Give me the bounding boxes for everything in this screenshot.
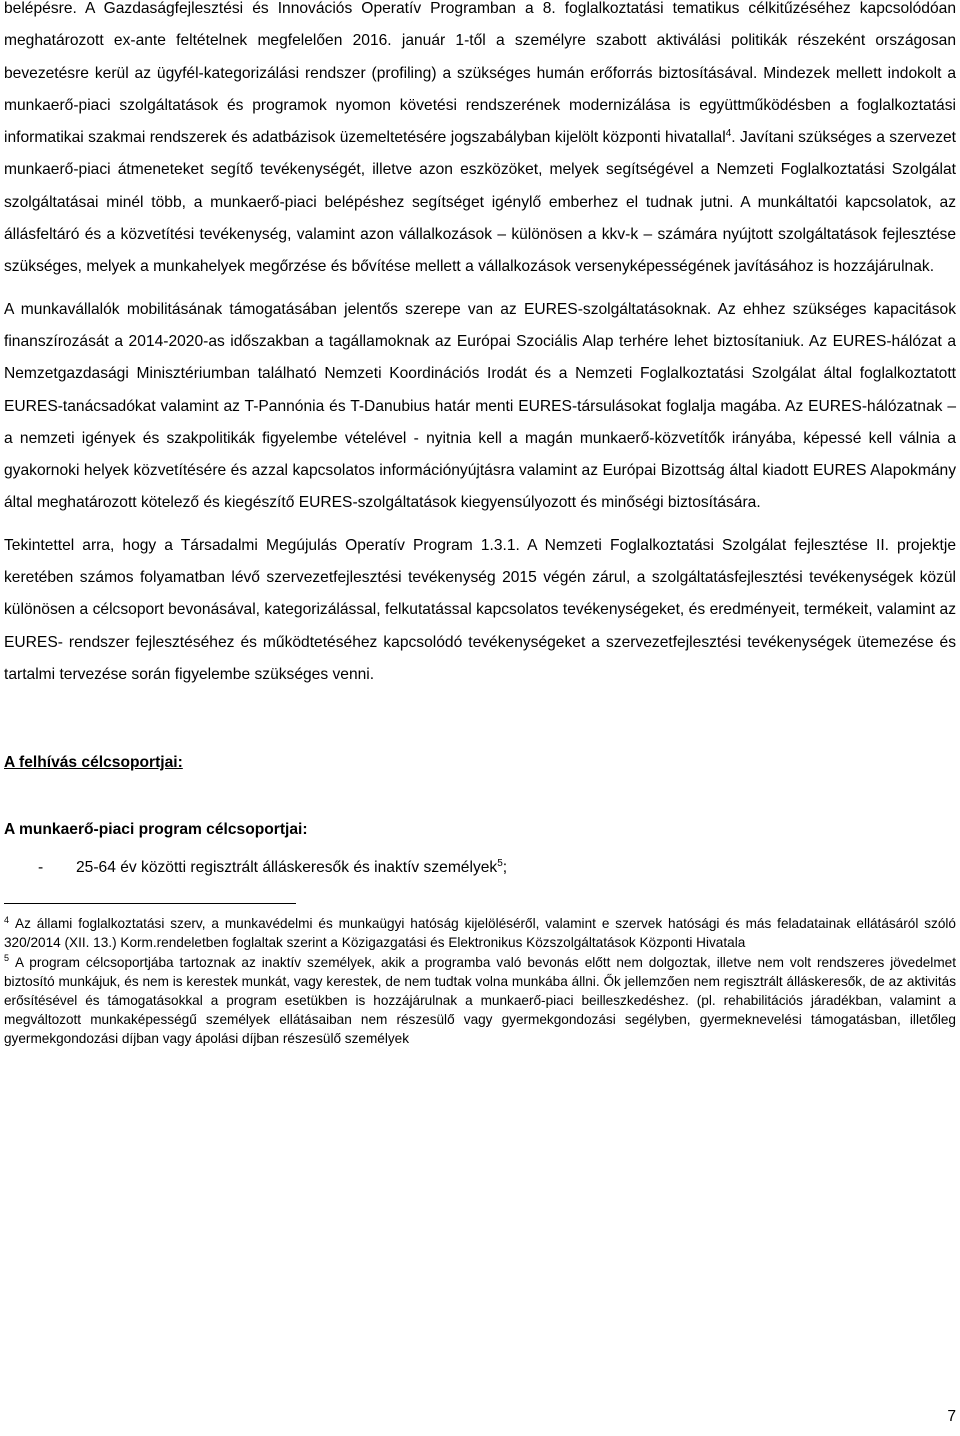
list-item-label: 25-64 év közötti regisztrált álláskeresők és inaktív személyek [76, 859, 498, 877]
footnote-number: 4 [4, 914, 10, 925]
paragraph-1-text-part-2: . Javítani szükséges a szervezet munkaerő-piaci átmeneteket segítő tevékenységét, illetve azon eszközöket, melyek segítségével a Nemzeti Foglalkoztatási Szolgálat szolgáltatásai minél több, a munkaerő-piaci belépéshez segítséget igénylő emberhez el tudnak jutni. A munkáltatói kapcsolatok, az állásfeltáró és a közvetítési tevékenység, valamint azon vállalkozások – különösen a kkv-k – számára nyújtott szolgáltatások fejlesztése szükséges, melyek a munkahelyek megőrzése és bővítése mellett a vállalkozások versenyképességének javításához is hozzájárulnak. [4, 129, 956, 276]
list-item-suffix: ; [502, 859, 508, 877]
list-dash: - [38, 859, 44, 877]
list-item-text [76, 852, 507, 884]
footnote-number: 5 [4, 953, 10, 964]
body-paragraph-3: Tekintettel arra, hogy a Társadalmi Megújulás Operatív Program 1.3.1. A Nemzeti Foglalkoztatási Szolgálat fejlesztése II. projektje keretében számos folyamatban lévő szervezetfejlesztési tevékenység 2015 végén zárul, a szolgáltatásfejlesztési tevékenységek közül különösen a célcsoport bevonásával, kategorizálással, felkutatással kapcsolatos tevékenységeket, és eredményeit, termékeit, valamint az EURES- rendszer fejlesztéséhez és működtetéséhez kapcsolódó tevékenységeket a szervezetfejlesztési tevékenységek ütemezése és tartalmi tervezése során figyelembe szükséges venni. [4, 536, 956, 683]
footnote-text: A program célcsoportjába tartoznak az inaktív személyek, akik a programba való bevonás előtt nem dolgoztak, illetve nem volt rendszeres jövedelmet biztosító munkájuk, és nem is kerestek munkát, vagy kerestek, de nem tudtak volna munkába állni. Ők jellemzően nem regisztrált álláskeresők, de az aktivitás erősítésével és támogatásokkal a program esetükben is hozzájárulnak a munkaerő-piaci beilleszkedéshez. (pl. rehabilitációs járadékban, valamint a megváltozott munkaképességű személyek ellátásaiban nem részesülő vagy gyermekgondozási segélyben, gyermeknevelési támogatásban, illetőleg gyermekgondozási díjban vagy ápolási díjban részesülő személyek [4, 954, 956, 1047]
footnote-text: Az állami foglalkoztatási szerv, a munkavédelmi és munkaügyi hatóság kijelöléséről, valamint e szervek hatósági és más feladatainak ellátásáról szóló 320/2014 (XII. 13.) Korm.rendeletben foglaltak szerint a Közigazgatási és Elektronikus Közszolgáltatások Központi Hivatala [4, 916, 956, 951]
footnote-separator [4, 903, 296, 904]
footnote-5 [4, 953, 956, 1049]
body-paragraph-1 [4, 0, 956, 284]
heading-target-groups: A felhívás célcsoportjai: [4, 754, 183, 772]
footnote-4 [4, 914, 956, 952]
body-paragraph-2: A munkavállalók mobilitásának támogatásában jelentős szerepe van az EURES-szolgáltatásoknak. Az ehhez szükséges kapacitások finanszírozását a 2014-2020-as időszakban a tagállamoknak az Európai Szociális Alap terhére lehet biztosítaniuk. Az EURES-hálózat a Nemzetgazdasági Minisztériumban található Nemzeti Koordinációs Irodát és a Nemzeti Foglalkoztatási Szolgálat által foglalkoztatott EURES-tanácsadókat valamint az T-Pannónia és T-Danubius határ menti EURES-társulásokat foglalja magába. Az EURES-hálózatnak – a nemzeti igények és szakpolitikák figyelembe vételével - nyitnia kell a magán munkaerő-közvetítők irányába, képessé kell válnia a gyakornoki helyek közvetítésére és azzal kapcsolatos információnyújtásra valamint az Európai Bizottság által kiadott EURES Alapokmány által meghatározott kötelező és kiegészítő EURES-szolgáltatások kiegyensúlyozott és minőségi biztosítására. [4, 300, 956, 512]
page-number: 7 [947, 1408, 956, 1425]
footnote-ref-4[interactable]: 4 [725, 128, 732, 139]
footnotes [4, 914, 956, 1048]
list-item [4, 852, 956, 884]
paragraph-1-text-part-1: belépésre. A Gazdaságfejlesztési és Innovációs Operatív Programban a 8. foglalkoztatási tematikus célkitűzéséhez kapcsolódóan meghatározott ex-ante feltételnek megfelelően 2016. január 1-től a személyre szabott aktiválási politikák részeként országosan bevezetésre kerül az ügyfél-kategorizálási rendszer (profiling) a szükséges humán erőforrás biztosításával. Mindezek mellett indokolt a munkaerő-piaci szolgáltatások és programok nyomon követési rendszerének modernizálása is együttműködésben a foglalkoztatási informatikai szakmai rendszerek és adatbázisok üzemeltetésére jogszabályban kijelölt központi hivatallal [4, 0, 956, 147]
target-group-list [4, 852, 956, 884]
heading-program-target-groups: A munkaerő-piaci program célcsoportjai: [4, 821, 308, 839]
footnote-ref-5[interactable]: 5 [497, 858, 503, 870]
